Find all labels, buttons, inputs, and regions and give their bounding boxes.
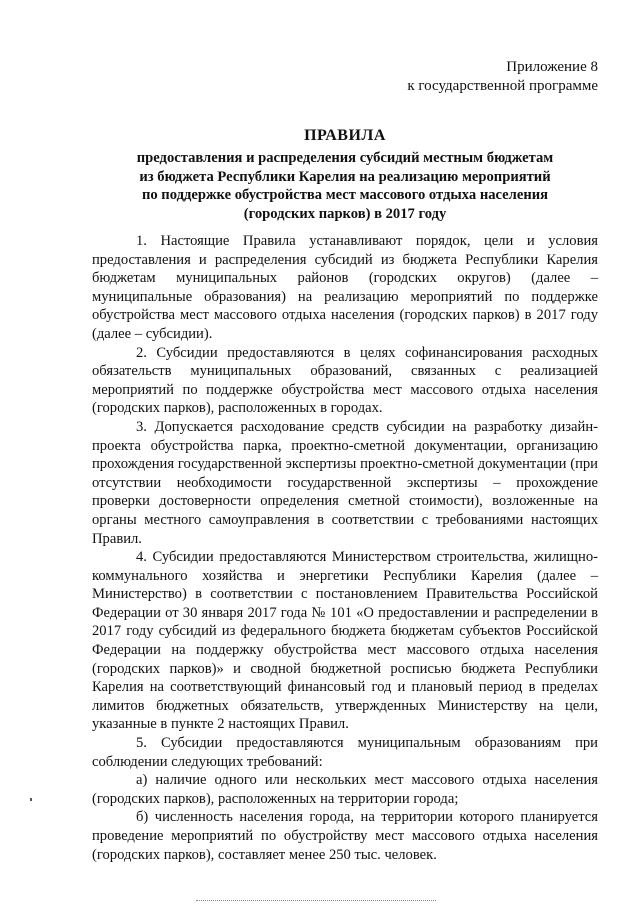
page-bottom-edge [196, 900, 436, 902]
title-line-3: по поддержке обустройства мест массового отдыха населения [141, 187, 549, 203]
title-line-2: из бюджета Республики Карелия на реализацию мероприятий [139, 168, 551, 185]
appendix-reference: к государственной программе [407, 78, 598, 94]
scan-artifact [30, 798, 32, 801]
title-line-1: предоставления и распределения субсидий местным бюджетам [136, 150, 554, 166]
document-body [92, 232, 598, 864]
paragraph-5: 5. Субсидии предоставляются муниципальным образованиям при соблюдении следующих требований: [92, 735, 598, 770]
appendix-header [407, 58, 598, 96]
document-title [92, 126, 598, 223]
appendix-number: Приложение 8 [506, 59, 598, 75]
paragraph-1: 1. Настоящие Правила устанавливают порядок, цели и условия предоставления и распределения субсидий из бюджета Республики Карелия бюджетам муниципальных районов (городских округов) (далее – муниципальные образования) на реализацию мероприятий по поддержке обустройства мест массового отдыха населения (городских парков) в 2017 году (далее – субсидии). [92, 233, 598, 342]
paragraph-5a: а) наличие одного или нескольких мест массового отдыха населения (городских парков), расположенных на территории города; [92, 772, 598, 807]
title-heading: ПРАВИЛА [304, 127, 386, 144]
paragraph-3: 3. Допускается расходование средств субсидии на разработку дизайн-проекта обустройства парка, проектно-сметной документации, организацию прохождения государственной экспертизы проектно-сметной документации (при отсутствии необходимости государственной экспертизы – прохождение проверки достоверности определения сметной стоимости), возложенные на органы местного самоуправления в соответствии с требованиями настоящих Правил. [92, 418, 598, 547]
title-line-4: (городских парков) в 2017 году [243, 205, 447, 222]
paragraph-2: 2. Субсидии предоставляются в целях софинансирования расходных обязательств муниципальных образований, связанных с реализацией мероприятий по поддержке обустройства мест массового отдыха населения (городских парков), расположенных в городах. [92, 344, 598, 417]
paragraph-5b: б) численность населения города, на территории которого планируется проведение мероприятий по обустройству мест массового отдыха населения (городских парков), составляет менее 250 тыс. человек. [92, 809, 598, 863]
paragraph-4: 4. Субсидии предоставляются Министерством строительства, жилищно-коммунального хозяйства и энергетики Республики Карелия (далее – Министерство) в соответствии с постановлением Правительства Российской Федерации от 30 января 2017 года № 101 «О предоставлении и распределении в 2017 году субсидий из федерального бюджета бюджетам субъектов Российской Федерации на поддержку обустройства мест массового отдыха населения (городских парков)» и сводной бюджетной росписью бюджета Республики Карелия на соответствующий финансовый год и плановый период в пределах лимитов бюджетных обязательств, утвержденных Министерству на цели, указанные в пункте 2 настоящих Правил. [92, 549, 598, 733]
